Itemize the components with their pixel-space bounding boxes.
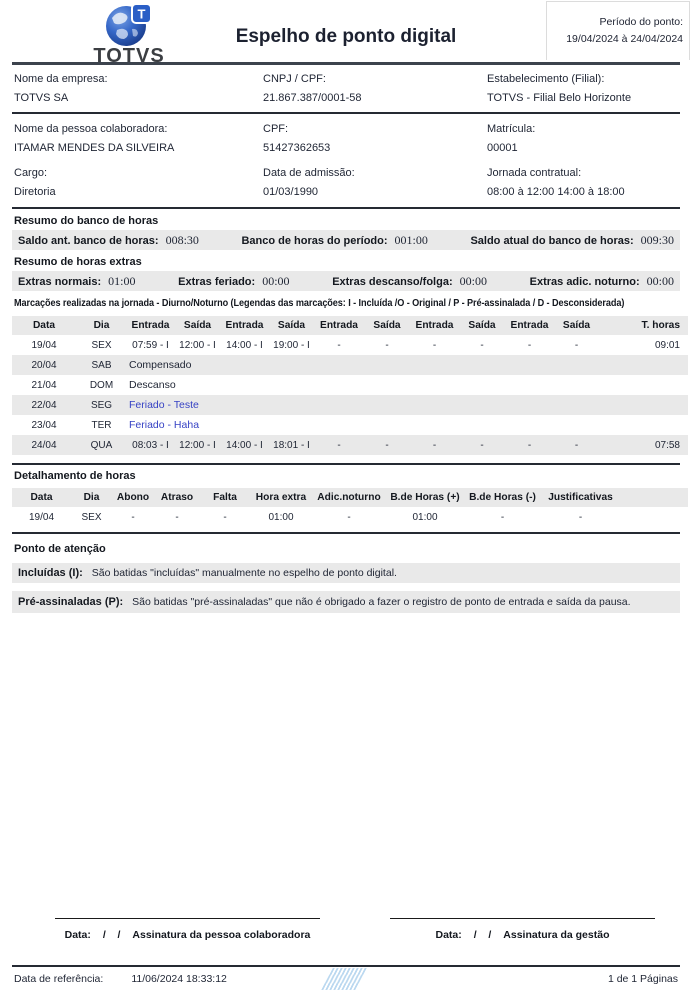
item-value: 008:30 [165,232,199,247]
details-column-header: Abono [112,488,154,507]
reference-date [14,973,227,985]
item-value: 001:00 [394,232,428,247]
document-header [0,0,692,67]
period-box [546,1,690,60]
marking-date: 19/04 [31,339,57,351]
manager-signature-block [390,918,655,941]
details-title: Detalhamento de horas [14,470,136,482]
bank-summary-item [241,233,427,248]
attention-item-presigned [12,591,680,613]
markings-title: Marcações realizadas na jornada - Diurno/Noturno (Legendas das marcações: I - Incluída /O - Original / P - Pré-assinalada / D - Desconsiderada) [14,297,625,309]
page-count: 1 de 1 Páginas [607,973,678,985]
details-column-header: Falta [200,488,250,507]
marking-time: - [411,435,458,455]
details-column-header: Hora extra [250,488,312,507]
employee-cpf-field [263,122,487,156]
field-label: Data de admissão: [263,167,355,179]
marking-time: 14:00 - I [226,339,263,351]
markings-row [12,415,688,435]
marking-day: SEX [91,339,112,351]
marking-day: SAB [76,355,127,375]
markings-column-header: Saída [363,316,411,335]
details-cell: SEX [81,511,102,523]
marking-day: DOM [89,379,114,391]
field-value: 51427362653 [263,142,331,154]
attention-label: Incluídas (I): [18,567,83,579]
company-cnpj-field [263,72,487,106]
attention-text: São batidas "pré-assinaladas" que não é obrigado a fazer o registro de ponto de entrada e saída da pausa. [132,596,631,608]
bank-summary-item [470,233,674,248]
marking-time: - [506,435,553,455]
marking-time: - [574,339,579,351]
field-label: Nome da empresa: [14,73,108,85]
markings-row [12,395,688,415]
item-label: Saldo atual do banco de horas: [470,234,634,247]
details-cell: - [175,511,179,523]
reference-label: Data de referência: [14,973,104,985]
markings-column-header: Entrada [221,316,268,335]
field-value: Diretoria [14,186,56,198]
document-footer [0,967,692,985]
item-value: 009:30 [640,232,674,247]
employee-role-field [14,166,263,200]
markings-column-header: Dia [76,316,127,335]
details-column-header: B.de Horas (+) [386,488,464,507]
marking-time: 07:59 - I [132,339,169,351]
marking-time: 12:00 - I [179,339,216,351]
markings-row [12,335,688,355]
marking-time: - [458,435,506,455]
company-info [0,65,692,112]
markings-column-header: Entrada [315,316,363,335]
markings-table [12,316,688,455]
overtime-item [530,274,674,289]
totvs-watermark-icon [321,968,367,990]
overtime-item [18,274,136,289]
marking-time: 18:01 - I [268,435,315,455]
signature-line [390,918,655,919]
markings-column-header: Entrada [127,316,174,335]
field-label: Nome da pessoa colaboradora: [14,123,168,135]
markings-column-header: Entrada [506,316,553,335]
item-label: Extras adic. noturno: [529,275,640,288]
signature-date-label: Data: [64,929,91,941]
employee-name-field [14,122,263,156]
marking-time: 19:00 - I [273,339,310,351]
attention-title: Ponto de atenção [14,543,106,555]
marking-note: Feriado - Haha [129,419,200,431]
markings-header-row [12,316,688,335]
details-table [12,488,688,527]
details-cell: - [131,511,135,523]
attention-text: São batidas "incluídas" manualmente no espelho de ponto digital. [91,567,397,579]
signature-date-slashes: / / [102,929,121,941]
marking-time: 08:03 - I [127,435,174,455]
bank-summary-band [12,230,680,250]
marking-time: 14:00 - I [221,435,268,455]
item-label: Saldo ant. banco de horas: [18,234,159,247]
marking-time: - [385,339,389,351]
marking-note: Descanso [129,379,176,391]
details-cell: - [500,511,505,523]
markings-row [12,435,688,455]
company-branch-field [487,72,680,106]
company-name-field [14,72,263,106]
marking-time: - [553,435,600,455]
details-cell: - [578,511,583,523]
details-column-header: Justificativas [541,488,620,507]
marking-date: 24/04 [12,435,76,455]
signature-caption: Assinatura da pessoa colaboradora [132,929,311,941]
marking-date: 20/04 [12,355,76,375]
field-label: Cargo: [14,167,48,179]
marking-total-hours: 09:01 [654,339,680,351]
details-cell: - [347,511,351,523]
details-column-header: Data [12,488,71,507]
marking-time: - [315,435,363,455]
signature-caption: Assinatura da gestão [503,929,610,941]
signature-row [0,918,692,941]
marking-day: TER [91,419,112,431]
signature-caption-row [55,929,320,941]
item-label: Extras descanso/folga: [332,275,453,288]
employee-id-field [487,122,680,156]
marking-date: 23/04 [31,419,57,431]
marking-date: 22/04 [12,395,76,415]
signature-date-slashes: / / [473,929,492,941]
item-label: Extras normais: [18,275,102,288]
markings-column-header: Saída [458,316,506,335]
attention-item-included [12,563,680,583]
details-cell: - [223,511,227,523]
field-value: 00001 [487,142,518,154]
field-label: Estabelecimento (Filial): [487,73,605,85]
reference-value: 11/06/2024 18:33:12 [131,973,227,985]
employee-signature-block [55,918,320,941]
markings-column-header: Saída [174,316,221,335]
marking-day: SEG [76,395,127,415]
field-value: ITAMAR MENDES DA SILVEIRA [14,142,175,154]
signature-caption-row [390,929,655,941]
marking-note: Compensado [127,355,688,375]
overtime-summary-band [12,271,680,291]
bank-summary-item [18,233,199,248]
period-value: 19/04/2024 à 24/04/2024 [566,33,683,45]
markings-column-header: Saída [553,316,600,335]
markings-row [12,375,688,395]
item-value: 00:00 [646,273,674,288]
overtime-summary-title: Resumo de horas extras [14,256,142,268]
marking-time: 12:00 - I [174,435,221,455]
attention-label: Pré-assinaladas (P): [18,596,124,608]
details-row [12,507,688,527]
details-cell-filler [620,507,688,527]
markings-column-header: T. horas [600,316,688,335]
item-value: 00:00 [262,273,290,288]
marking-date: 21/04 [31,379,57,391]
bank-summary-title: Resumo do banco de horas [14,215,159,227]
details-header-filler [620,488,688,507]
logo-wordmark: TOTVS [93,45,165,67]
employee-admission-field [263,166,487,200]
field-label: CPF: [263,123,289,135]
page-title: Espelho de ponto digital [235,26,457,47]
employee-workhours-field [487,166,680,200]
markings-row [12,355,688,375]
marking-day: QUA [76,435,127,455]
details-column-header: B.de Horas (-) [464,488,541,507]
markings-column-header: Saída [268,316,315,335]
overtime-item [178,274,289,289]
marking-time: - [337,339,341,351]
details-cell: 01:00 [268,511,294,523]
employee-info-row1 [0,114,692,160]
marking-time: - [527,339,532,351]
field-label: Jornada contratual: [487,167,582,179]
markings-column-header: Data [12,316,76,335]
field-value: 21.867.387/0001-58 [263,92,362,104]
marking-time: - [432,339,437,351]
totvs-globe-icon [105,3,153,49]
marking-total-hours: 07:58 [600,435,688,455]
marking-note: Feriado - Teste [127,395,688,415]
field-value: TOTVS SA [14,92,69,104]
item-value: 01:00 [108,273,136,288]
details-cell: 19/04 [28,511,55,523]
field-value: 08:00 à 12:00 14:00 à 18:00 [487,186,625,198]
item-label: Extras feriado: [178,275,256,288]
field-label: CNPJ / CPF: [263,73,326,85]
field-value: 01/03/1990 [263,186,319,198]
details-cell: 01:00 [412,511,438,523]
signature-line [55,918,320,919]
item-value: 00:00 [459,273,487,288]
field-value: TOTVS - Filial Belo Horizonte [487,92,632,104]
item-label: Banco de horas do período: [241,234,388,247]
markings-title-wrap [0,291,692,313]
details-header-row [12,488,688,507]
marking-time: - [363,435,411,455]
details-column-header: Adic.noturno [312,488,386,507]
logo-t-badge: T [137,6,146,22]
employee-info-row2 [0,160,692,207]
blank-space [0,613,692,918]
signature-date-label: Data: [435,929,462,941]
details-column-header: Dia [71,488,112,507]
field-label: Matrícula: [487,123,536,135]
period-label: Período do ponto: [599,16,683,28]
details-column-header: Atraso [154,488,200,507]
marking-time: - [480,339,484,351]
overtime-item [332,274,487,289]
markings-column-header: Entrada [411,316,458,335]
